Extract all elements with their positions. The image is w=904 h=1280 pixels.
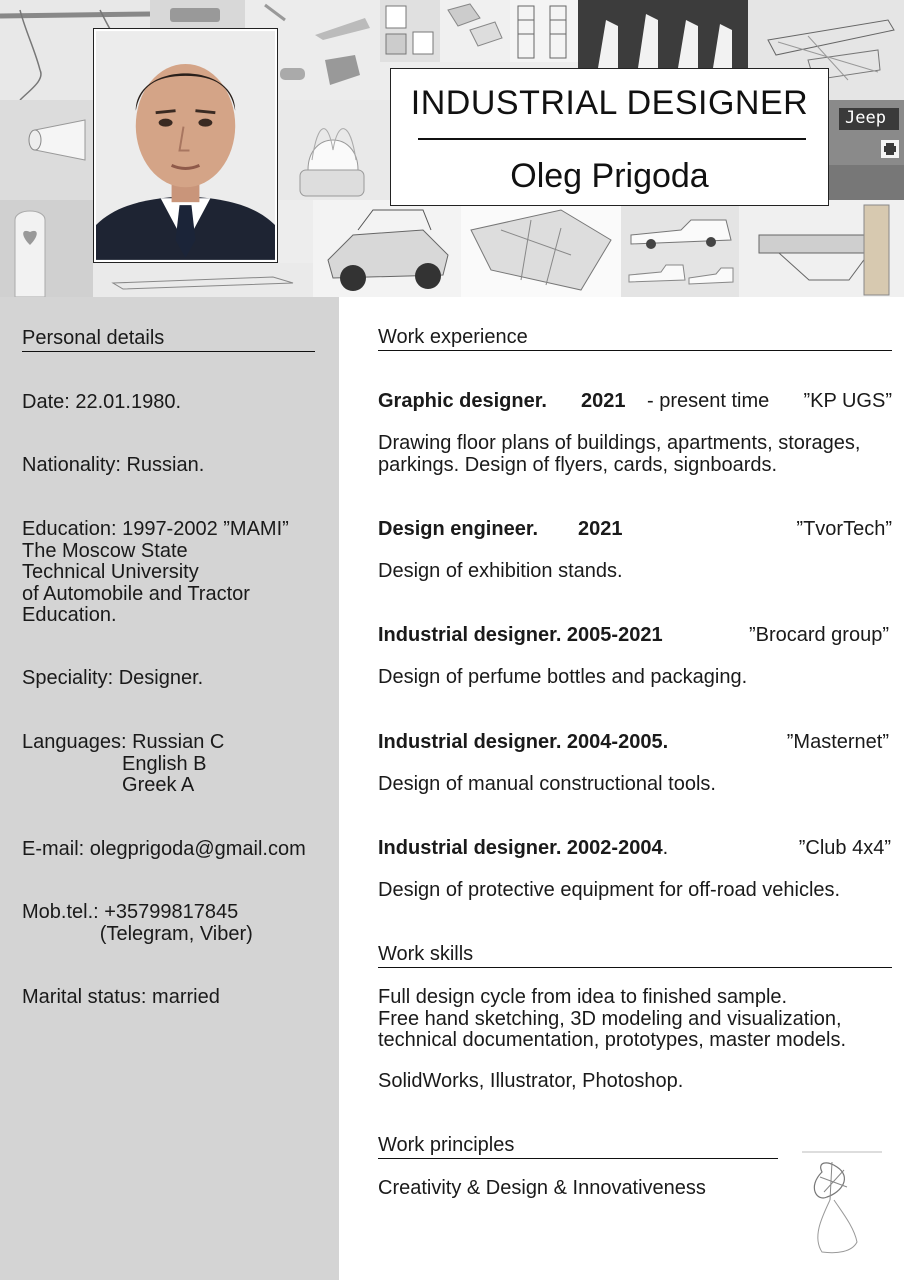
title-divider — [418, 138, 806, 140]
person-name: Oleg Prigoda — [510, 157, 709, 195]
board-sketch-image — [440, 0, 510, 62]
job-period: 2021 — [578, 518, 623, 540]
work-principles-text: Creativity & Design & Innovativeness — [378, 1177, 706, 1199]
job-company: ”KP UGS” — [803, 390, 892, 412]
languages: Languages: Russian C English B Greek A — [22, 731, 225, 796]
personal-details-column — [0, 297, 339, 1280]
cap-render-image — [278, 100, 390, 200]
email[interactable]: E-mail: olegprigoda@gmail.com — [22, 838, 306, 860]
mobile-phone[interactable]: Mob.tel.: +35799817845 (Telegram, Viber) — [22, 901, 253, 945]
job-company: ”TvorTech” — [796, 518, 892, 540]
portrait-photo — [93, 28, 278, 263]
job-row — [378, 837, 892, 861]
bottle-render-image — [578, 0, 748, 68]
cone-render-image — [0, 100, 93, 200]
jeep-badge-label: Jeep — [845, 108, 886, 128]
education: Education: 1997-2002 ”MAMI” The Moscow State Technical University of Automobile and Tractor Education. — [22, 518, 289, 626]
buggy-render-image — [313, 200, 461, 297]
nationality: Nationality: Russian. — [22, 454, 205, 476]
job-row — [378, 624, 892, 648]
job-role-suffix: . — [662, 837, 669, 859]
job-role: Industrial designer. 2002-2004 — [378, 837, 663, 859]
van-render-image — [621, 200, 739, 297]
job-company: ”Brocard group” — [748, 624, 889, 646]
job-role: Graphic designer. — [378, 390, 547, 412]
skills-summary: Full design cycle from idea to finished sample. Free hand sketching, 3D modeling and visualization, technical documentation, prototypes, master models. — [378, 986, 847, 1051]
job-company: ”Masternet” — [786, 731, 889, 753]
car-body-sketch-image — [93, 263, 313, 297]
job-role: Industrial designer. 2004-2005. — [378, 731, 669, 753]
shelf-model-image — [510, 0, 578, 62]
job-description: Drawing floor plans of buildings, apartments, storages, parkings. Design of flyers, cards, signboards. — [378, 432, 861, 476]
heart-bottle-image — [0, 200, 93, 297]
personal-details-heading: Personal details — [22, 327, 315, 352]
job-title: INDUSTRIAL DESIGNER — [410, 84, 809, 122]
job-description: Design of perfume bottles and packaging. — [378, 666, 748, 688]
jeep-product-image — [829, 100, 904, 200]
floor-plan-image — [461, 200, 621, 297]
date-of-birth: Date: 22.01.1980. — [22, 391, 182, 413]
work-skills-heading: Work skills — [378, 943, 892, 968]
job-period: 2021 — [581, 390, 626, 412]
speciality: Speciality: Designer. — [22, 667, 204, 689]
job-row — [378, 390, 892, 414]
work-principles-heading: Work principles — [378, 1134, 778, 1159]
bottle-sketch-icon — [782, 1142, 892, 1257]
job-role: Design engineer. — [378, 518, 539, 540]
job-description: Design of exhibition stands. — [378, 560, 623, 582]
job-role: Industrial designer. 2005-2021 — [378, 624, 663, 646]
job-row — [378, 518, 892, 542]
software-skills: SolidWorks, Illustrator, Photoshop. — [378, 1070, 684, 1092]
panel-model-image — [380, 0, 440, 62]
title-box — [390, 68, 829, 206]
job-row — [378, 731, 892, 755]
experience-column — [339, 297, 904, 1280]
job-period-suffix: - present time — [647, 390, 770, 412]
job-company: ”Club 4x4” — [798, 837, 891, 859]
marital-status: Marital status: married — [22, 986, 220, 1008]
job-description: Design of protective equipment for off-road vehicles. — [378, 879, 841, 901]
header-collage — [0, 0, 904, 297]
car-model-image — [150, 0, 245, 28]
stand-structure-image — [739, 200, 904, 297]
work-experience-heading: Work experience — [378, 326, 892, 351]
job-description: Design of manual constructional tools. — [378, 773, 716, 795]
